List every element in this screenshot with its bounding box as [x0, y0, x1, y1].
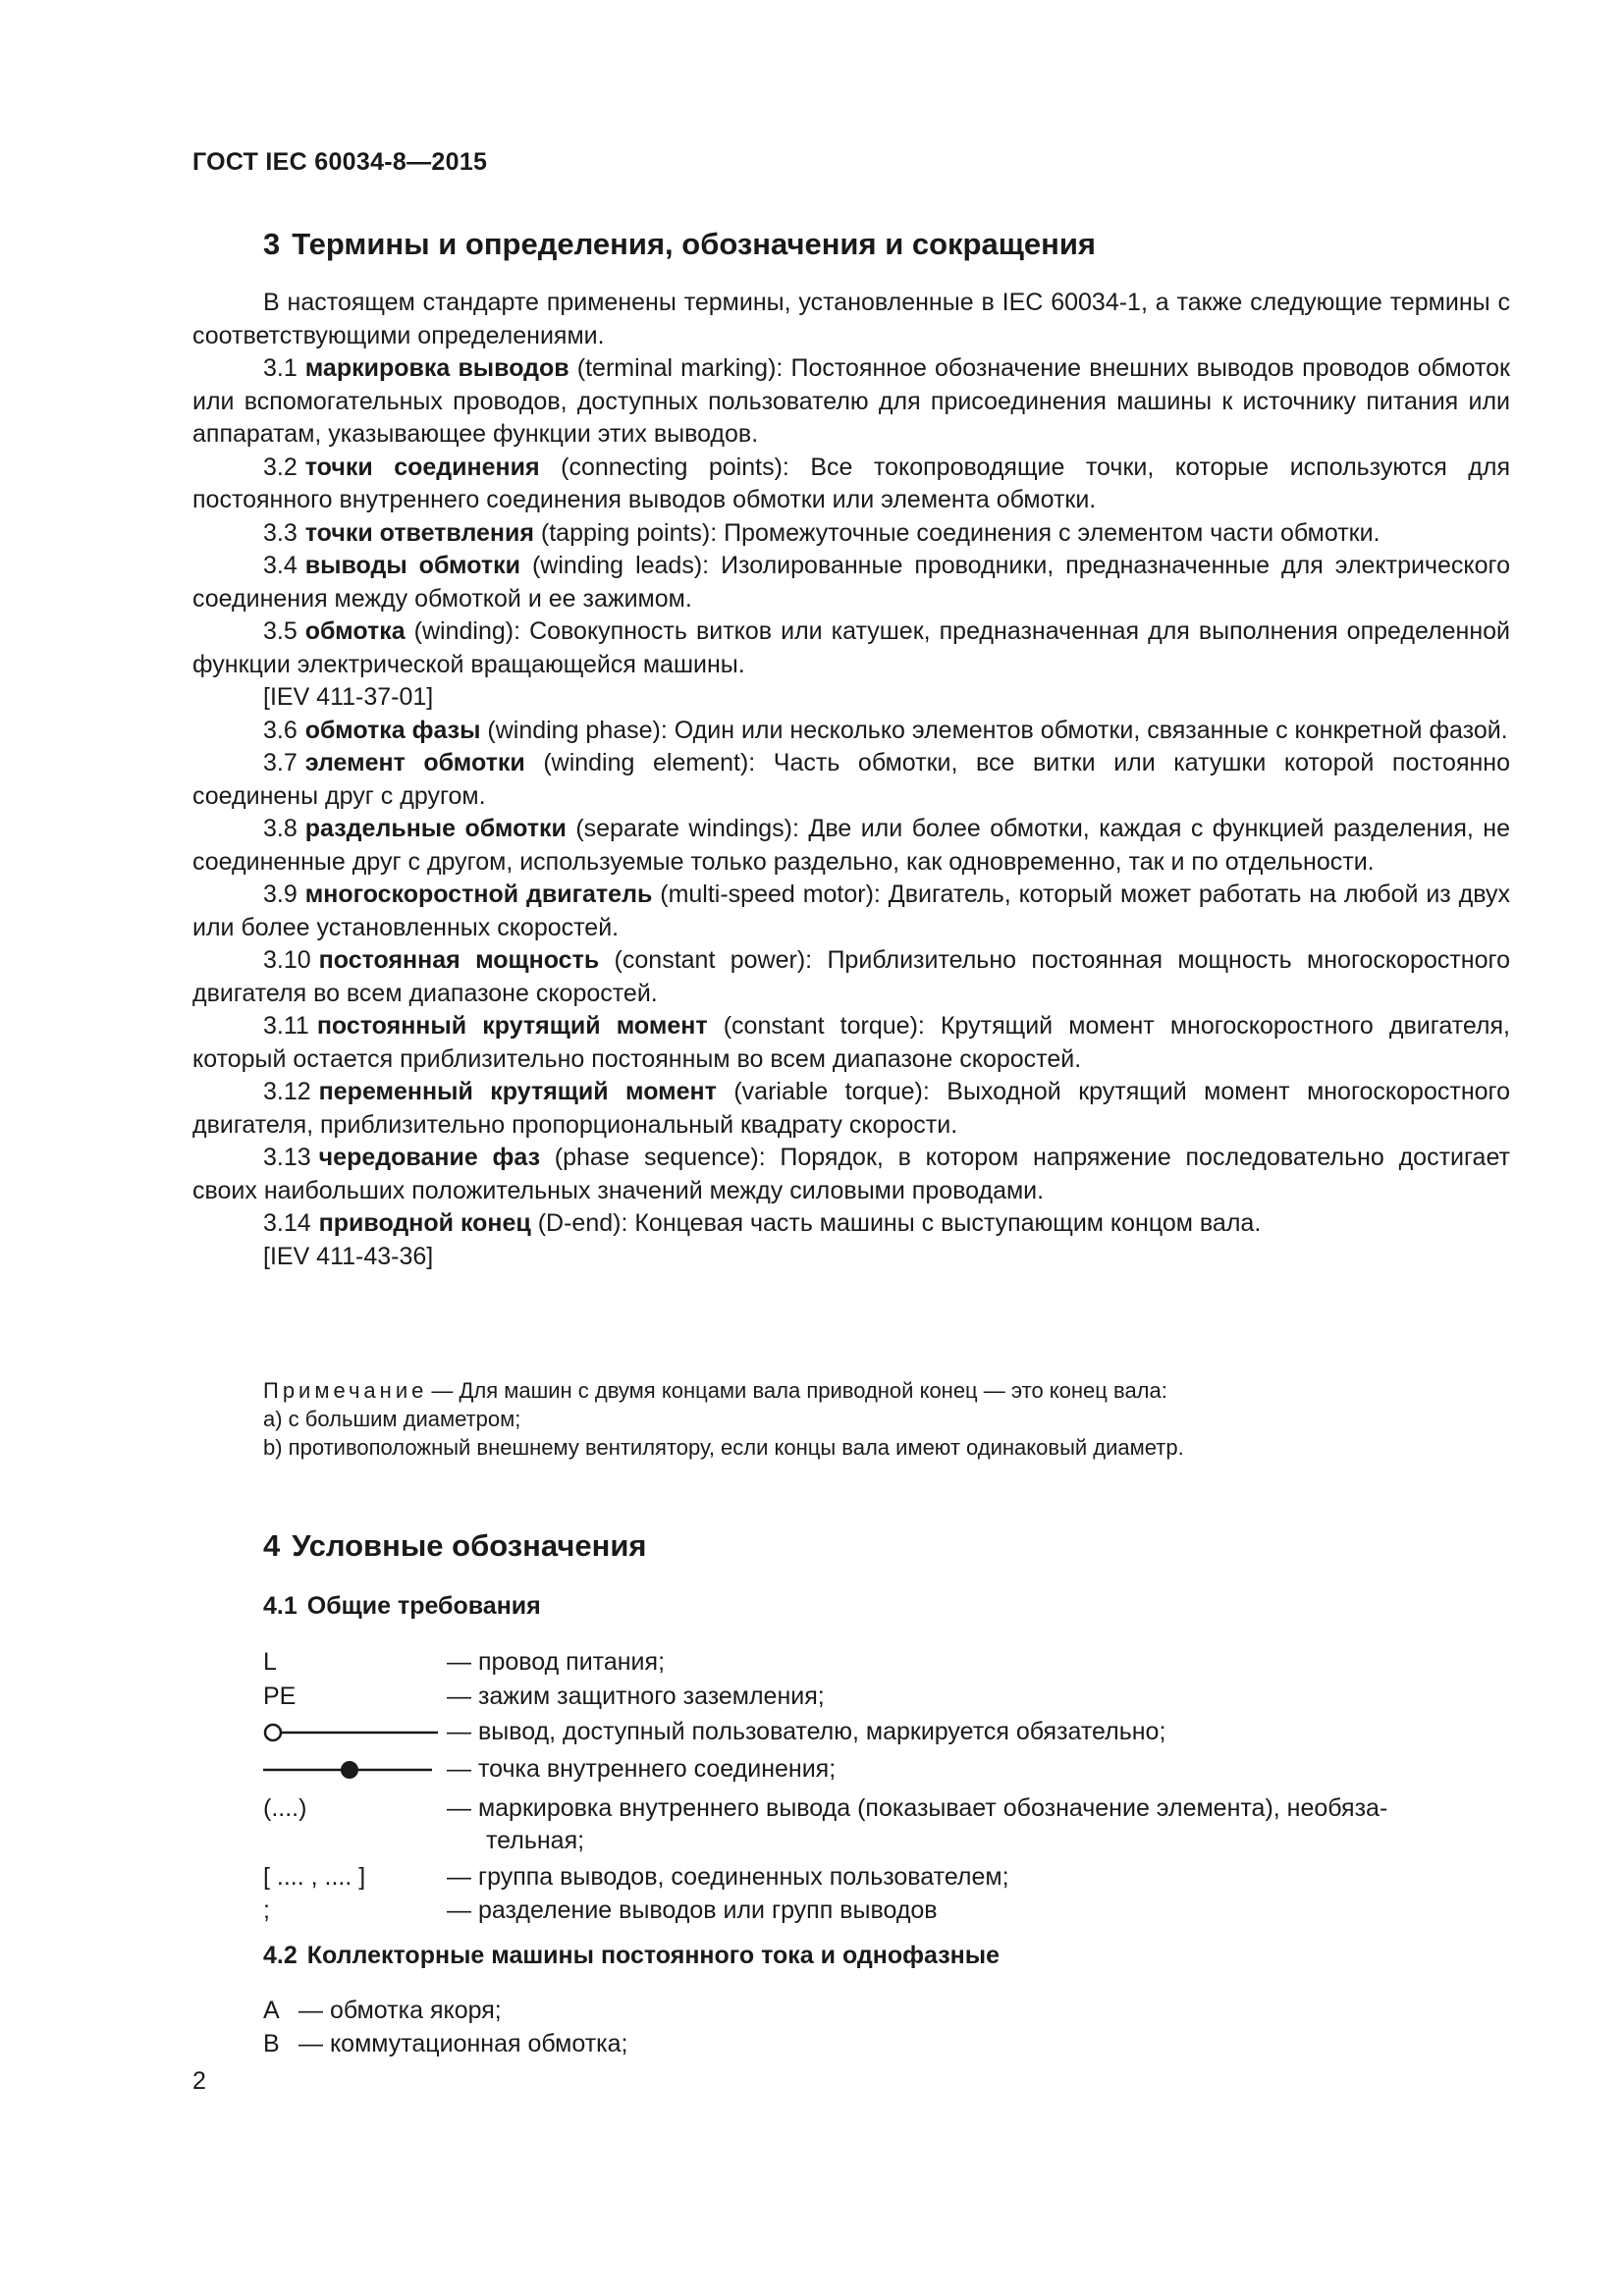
designation-letter: A — [263, 1997, 280, 2024]
designation-desc: — обмотка якоря; — [298, 1997, 502, 2024]
symbol-desc: — группа выводов, соединенных пользователем; — [447, 1863, 1009, 1891]
symbol-desc: — зажим защитного заземления; — [447, 1682, 825, 1710]
term-3-1: 3.1 маркировка выводов (terminal marking): Постоянное обозначение внешних выводов проводов обмоток или вспомогательных проводов, доступных пользователю для присоединения машины к источнику питания или аппаратам, указывающее функции этих выводов. — [192, 354, 1510, 448]
designation-row — [263, 1995, 502, 2027]
symbol-row — [263, 1681, 1510, 1713]
term-3-4: 3.4 выводы обмотки (winding leads): Изолированные проводники, предназначенные для электрического соединения между обмоткой и ее зажимом. — [192, 552, 1511, 613]
term-3-13: 3.13 чередование фаз (phase sequence): Порядок, в котором напряжение последовательно достигает своих наибольших положительных значений между силовыми проводами. — [192, 1144, 1510, 1204]
symbol-label: (....) — [263, 1794, 307, 1822]
standard-header: ГОСТ IEC 60034-8—2015 — [192, 148, 488, 176]
section-4-heading — [263, 1528, 646, 1564]
subsection-4-1-heading — [263, 1592, 541, 1621]
term-3-9: 3.9 многоскоростной двигатель (multi-speed motor): Двигатель, который может работать на любой из двух или более установленных скоростей. — [192, 881, 1510, 941]
section-3-intro: В настоящем стандарте применены термины, установленные в IEC 60034-1, а также следующие термины с соответствующими определениями. — [192, 289, 1510, 349]
section-3-title: Термины и определения, обозначения и сокращения — [292, 227, 1096, 261]
subsection-4-1-number: 4.1 — [263, 1592, 298, 1620]
designation-row — [263, 2028, 628, 2060]
term-3-14: 3.14 приводной конец (D-end): Концевая часть машины с выступающим концом вала. — [263, 1209, 1262, 1237]
term-3-11: 3.11 постоянный крутящий момент (constant torque): Крутящий момент многоскоростного двигателя, который остается приблизительно постоянным во всем диапазоне скоростей. — [192, 1012, 1511, 1073]
symbol-desc: — разделение выводов или групп выводов — [447, 1896, 938, 1924]
symbol-desc: — провод питания; — [447, 1648, 666, 1676]
subsection-4-2-heading — [263, 1942, 1000, 1970]
symbol-row — [263, 1753, 1510, 1786]
symbol-label: [ .... , .... ] — [263, 1863, 366, 1891]
terminal-open-circle-icon — [263, 1722, 440, 1743]
note-list — [263, 1405, 1184, 1462]
term-3-14-ref: [IEV 411-43-36] — [263, 1242, 434, 1270]
page-number: 2 — [192, 2067, 206, 2095]
note-label: Примечание — [263, 1378, 428, 1403]
term-3-5-ref: [IEV 411-37-01] — [263, 683, 434, 711]
note-item: b) противоположный внешнему вентилятору, если концы вала имеют одинаковый диаметр. — [263, 1435, 1184, 1460]
subsection-4-2-title: Коллекторные машины постоянного тока и однофазные — [306, 1942, 1001, 1969]
symbol-row — [263, 1646, 1510, 1679]
section-4-title: Условные обозначения — [292, 1528, 647, 1563]
designation-desc: — коммутационная обмотка; — [298, 2030, 628, 2057]
term-3-3: 3.3 точки ответвления (tapping points): Промежуточные соединения с элементом части обмотки. — [263, 518, 1380, 547]
symbol-label: L — [263, 1648, 277, 1676]
section-3-number: 3 — [263, 227, 281, 261]
section-3-body — [192, 287, 1510, 1273]
symbol-row — [263, 1792, 1510, 1859]
symbol-label: PE — [263, 1682, 297, 1710]
designation-letter: B — [263, 2030, 280, 2057]
note — [263, 1376, 1520, 1405]
subsection-4-2-number: 4.2 — [263, 1942, 298, 1969]
term-3-8: 3.8 раздельные обмотки (separate windings): Две или более обмотки, каждая с функцией разделения, не соединенные друг с другом, используемые только раздельно, как одновременно, так и по отдельности. — [192, 815, 1510, 876]
symbol-desc: — точка внутреннего соединения; — [447, 1755, 837, 1783]
subsection-4-1-title: Общие требования — [306, 1592, 541, 1620]
note-item: a) с большим диаметром; — [263, 1407, 521, 1431]
term-3-7: 3.7 элемент обмотки (winding element): Часть обмотки, все витки или катушки которой постоянно соединены друг с другом. — [192, 749, 1510, 810]
term-3-6: 3.6 обмотка фазы (winding phase): Один или несколько элементов обмотки, связанные с конкретной фазой. — [263, 716, 1508, 744]
symbol-row — [263, 1895, 1510, 1927]
symbol-label: ; — [263, 1896, 270, 1924]
term-3-10: 3.10 постоянная мощность (constant power): Приблизительно постоянная мощность многоскоростного двигателя во всем диапазоне скоростей. — [192, 946, 1510, 1007]
term-3-5: 3.5 обмотка (winding): Совокупность витков или катушек, предназначенная для выполнения определенной функции электрической вращающейся машины. — [192, 617, 1510, 678]
section-4-number: 4 — [263, 1528, 281, 1563]
section-3-heading — [263, 227, 1096, 262]
symbol-desc: — вывод, доступный пользователю, маркируется обязательно; — [447, 1718, 1166, 1745]
internal-connection-dot-icon — [263, 1759, 440, 1781]
term-3-12: 3.12 переменный крутящий момент (variable torque): Выходной крутящий момент многоскоростного двигателя, приблизительно пропорциональный квадрату скорости. — [192, 1078, 1510, 1139]
note-text: — Для машин с двумя концами вала приводной конец — это конец вала: — [431, 1378, 1167, 1403]
symbol-row — [263, 1861, 1510, 1894]
term-3-2: 3.2 точки соединения (connecting points): Все токопроводящие точки, которые используются для постоянного внутреннего соединения выводов обмотки или элемента обмотки. — [192, 453, 1510, 513]
symbol-desc: — маркировка внутреннего вывода (показывает обозначение элемента), необяза- тельная; — [447, 1794, 1388, 1854]
symbol-row — [263, 1716, 1510, 1748]
